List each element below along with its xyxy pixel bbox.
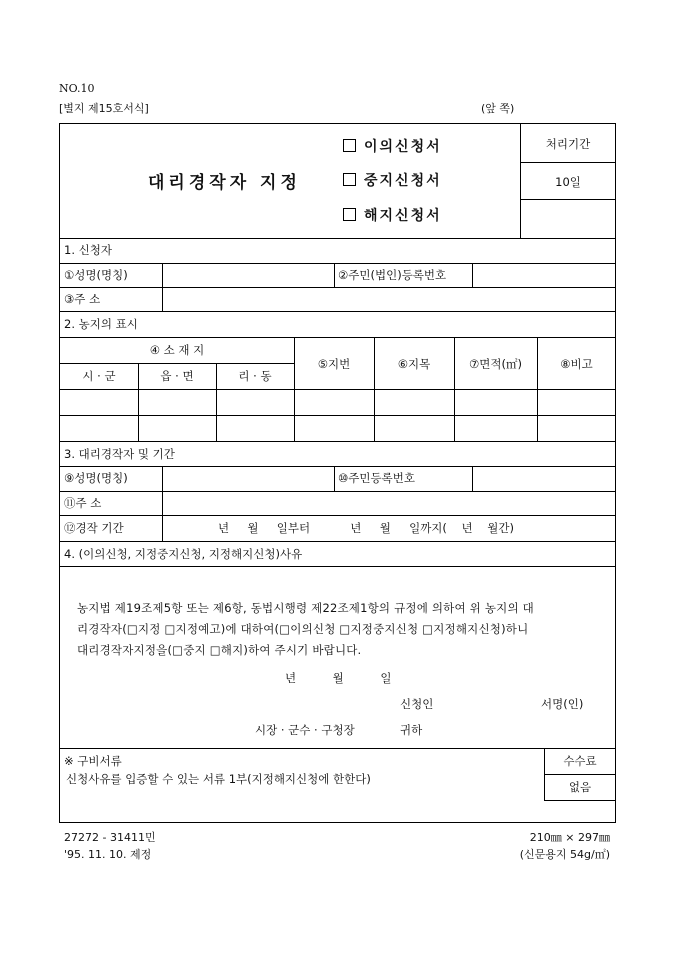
- applicant-name-label: ①성명(명칭): [64, 268, 128, 282]
- termination-checkbox[interactable]: [343, 208, 356, 221]
- proxy-address-label: ⑪주 소: [64, 496, 102, 510]
- request-body-line1: 농지법 제19조제5항 또는 제6항, 동법시행령 제22조제1항의 규정에 의하여 위 농지의 대: [77, 601, 534, 615]
- application-form: [59, 123, 616, 823]
- section4-heading: 4. (이의신청, 지정중지신청, 지정해지신청)사유: [64, 547, 303, 561]
- footer-date: '95. 11. 10. 제정: [64, 848, 152, 861]
- applicant-address-label: ③주 소: [64, 292, 101, 306]
- page-side: (앞 쪽): [481, 102, 515, 115]
- form-title: 대리경작자 지정: [148, 173, 301, 193]
- col-land-category: ⑥지목: [397, 357, 431, 371]
- suspension-checkbox[interactable]: [343, 173, 356, 186]
- request-date: 년 월 일: [285, 671, 392, 685]
- section2-heading: 2. 농지의 표시: [64, 317, 138, 331]
- signature-label: 서명(인): [541, 697, 584, 711]
- proxy-name-label: ⑨성명(명칭): [64, 471, 128, 485]
- request-body-line3: 대리경작자지정을(□중지 □해지)하여 주시기 바랍니다.: [77, 643, 362, 657]
- col-town: 읍 · 면: [160, 369, 194, 383]
- footer-code: 27272 - 31411민: [64, 831, 156, 844]
- option-objection[interactable]: 이의신청서: [343, 136, 442, 156]
- col-city: 시 · 군: [82, 369, 116, 383]
- fee-value: 없음: [568, 780, 592, 794]
- form-reference: [별지 제15호서식]: [59, 102, 149, 115]
- option-termination[interactable]: 해지신청서: [343, 205, 442, 225]
- section3-heading: 3. 대리경작자 및 기간: [64, 447, 175, 461]
- option-suspension[interactable]: 중지신청서: [343, 170, 442, 190]
- applicant-regno-label: ②주민(법인)등록번호: [338, 268, 447, 282]
- col-remarks: ⑧비고: [560, 357, 593, 371]
- col-lot-number: ⑤지번: [317, 357, 351, 371]
- objection-checkbox[interactable]: [343, 139, 356, 152]
- documents-text: 신청사유를 입증할 수 있는 서류 1부(지정해지신청에 한한다): [66, 772, 371, 786]
- location-label: ④ 소 재 지: [149, 343, 205, 357]
- applicant-label: 신청인: [400, 697, 434, 711]
- request-body-line2: 리경작자(□지정 □지정예고)에 대하여(□이의신청 □지정중지신청 □지정해지신청)하니: [77, 622, 529, 636]
- proxy-regno-label: ⑩주민등록번호: [338, 471, 415, 485]
- processing-period-value: 10일: [555, 175, 581, 189]
- period-label: ⑫경작 기간: [64, 521, 124, 535]
- documents-heading: ※ 구비서류: [64, 754, 122, 768]
- processing-period-label: 처리기간: [545, 137, 591, 151]
- col-area: ⑦면적(㎡): [468, 357, 522, 371]
- form-number: NO.10: [59, 82, 95, 95]
- period-text: 년 월 일부터 년 월 일까지( 년 월간): [218, 521, 514, 535]
- footer-paper-type: (신문용지 54g/㎡): [519, 848, 610, 861]
- honorific: 귀하: [400, 723, 423, 737]
- footer-paper-size: 210㎜ × 297㎜: [529, 831, 610, 844]
- section1-heading: 1. 신청자: [64, 243, 112, 257]
- col-village: 리 · 동: [238, 369, 272, 383]
- fee-label: 수수료: [563, 754, 597, 768]
- recipient: 시장 · 군수 · 구청장: [255, 723, 355, 737]
